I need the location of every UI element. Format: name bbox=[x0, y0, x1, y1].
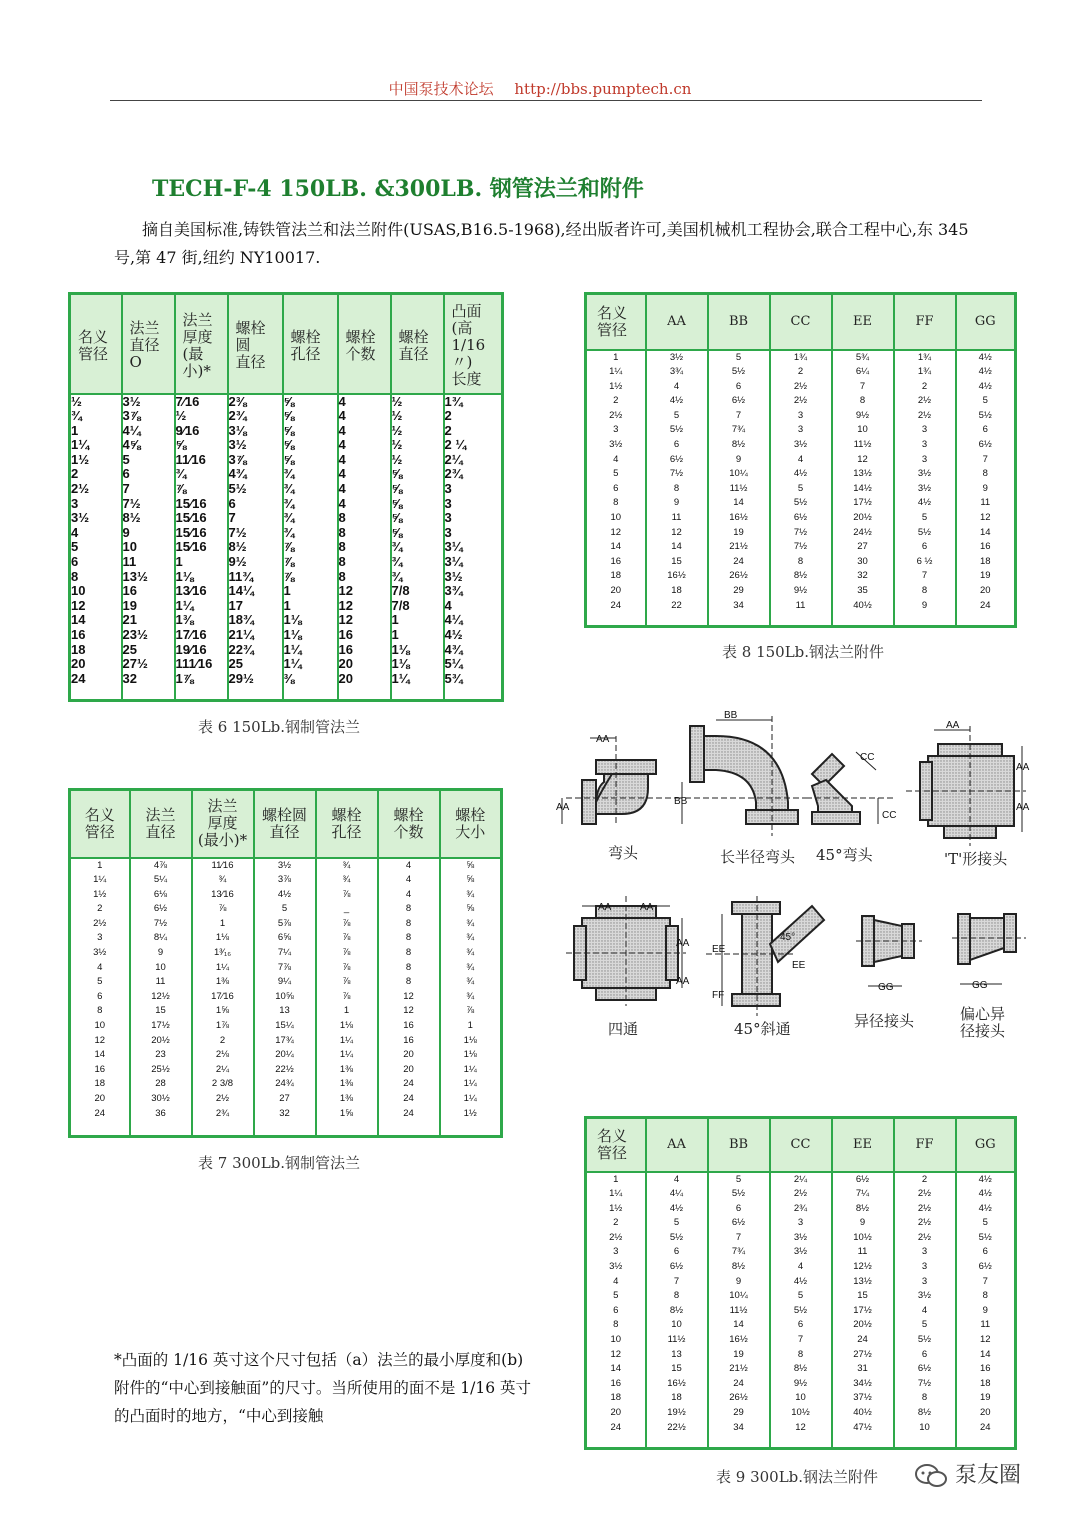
column-values: 1¾ 2 2 2 ¼ 2¼ 2¾ 3 3 3 3 3¼ 3¼ 3½ 3¾ 4 4¼ 4½ 4¾ 5¼ 5¾ bbox=[444, 394, 503, 701]
column-values: 4½ 4½ 4½ 5 5½ 6 6½ 7 8 9 11 12 14 16 18 19 20 24 bbox=[956, 1172, 1016, 1449]
column-values: 2 2½ 2½ 2½ 2½ 3 3 3 3½ 4 5 5½ 6 6½ 7½ 8 8½ 10 bbox=[894, 1172, 956, 1449]
column-values: ¾ ¾ ⅞ _ ⅞ ⅞ ⅞ ⅞ ⅞ ⅞ 1 1⅛ 1¼ 1¼ 1⅜ 1⅜ 1⅜ 1⅝ bbox=[316, 858, 378, 1137]
label-lateral-45: 45°斜通 bbox=[734, 1020, 791, 1038]
dim-ee-lateral-branch: EE bbox=[792, 960, 806, 971]
column-values: 4 4 4 4 4 4 4 4 8 8 8 8 8 12 12 12 16 16 20 20 bbox=[338, 394, 391, 701]
eccentric-reducer-drawing bbox=[958, 914, 1016, 964]
table-7-300lb-flanges bbox=[68, 788, 503, 1138]
label-tee: 'T'形接头 bbox=[944, 850, 1008, 868]
column-header: 法兰 直径 O bbox=[122, 294, 175, 394]
table-9-300lb-fittings bbox=[584, 1116, 1017, 1450]
column-values: 4 4 4 8 8 8 8 8 8 12 12 16 16 20 20 24 24 24 bbox=[378, 858, 440, 1137]
column-values: 3½ 3¾ 4 4½ 5 5½ 6 6½ 7½ 8 9 11 12 14 15 16½ 18 22 bbox=[646, 350, 708, 627]
column-header: 螺栓圆 直径 bbox=[228, 294, 283, 394]
label-reducer: 异径接头 bbox=[854, 1012, 915, 1030]
label-45-elbow: 45°弯头 bbox=[816, 846, 873, 864]
column-values: ⅝ ⅝ ⅝ ⅝ ⅝ ¾ ¾ ¾ ¾ ¾ ⅞ ⅞ ⅞ 1 1 1⅛ 1⅛ 1¼ 1¼ ⅜ bbox=[283, 394, 338, 701]
dim-gg-eccentric: GG bbox=[972, 980, 988, 991]
watermark-badge bbox=[914, 1458, 1021, 1489]
column-values: 1¾ 2 2½ 2½ 3 3 3½ 4 4½ 5 5½ 6½ 7½ 7½ 8 8½ 9½ 11 bbox=[770, 350, 832, 627]
column-header: 法兰 厚度 (最小)* bbox=[175, 294, 228, 394]
dim-aa-tee-upper: AA bbox=[1016, 762, 1030, 773]
page-title: TECH-F-4 150LB. &300LB. 钢管法兰和附件 bbox=[152, 176, 644, 202]
column-header: FF bbox=[894, 294, 956, 350]
dim-cc-45-elbow: CC bbox=[860, 752, 875, 763]
column-header: CC bbox=[770, 294, 832, 350]
column-values: 3½ 3⅞ 4¼ 4⅝ 5 6 7 7½ 8½ 9 10 11 13½ 16 19 21 23½ 25 27½ 32 bbox=[122, 394, 175, 701]
dim-ff-lateral: FF bbox=[712, 990, 725, 1001]
column-header: 螺栓 直径 bbox=[391, 294, 444, 394]
elbow-drawing bbox=[582, 760, 656, 824]
column-values: 4 4¼ 4½ 5 5½ 6 6½ 7 8 8½ 10 11½ 13 15 16½ 18 19½ 22½ bbox=[646, 1172, 708, 1449]
column-values: ½ ½ ½ ½ ½ ⅝ ⅝ ⅝ ⅝ ⅝ ¾ ¾ ¾ 7/8 7/8 1 1 1⅛ 1⅛ 1¼ bbox=[391, 394, 444, 701]
column-values: 2¼ 2½ 2¾ 3 3½ 3½ 4 4½ 5 5½ 6 7 8 8½ 9½ 10 10½ 12 bbox=[770, 1172, 832, 1449]
column-header: EE bbox=[832, 294, 894, 350]
dim-bb-long-elbow-vertical: BB bbox=[674, 796, 688, 807]
column-header: 法兰 厚度 (最小)* bbox=[192, 790, 254, 858]
column-header: 凸面(高 1/16〃) 长度 bbox=[444, 294, 503, 394]
column-values: 6½ 7¼ 8½ 9 10½ 11 12½ 13½ 15 17½ 20½ 24 27½ 31 34½ 37½ 40½ 47½ bbox=[832, 1172, 894, 1449]
column-header: GG bbox=[956, 1118, 1016, 1172]
column-header: GG bbox=[956, 294, 1016, 350]
column-values: 5 5½ 6 6½ 7 7¾ 8½ 9 10¼ 11½ 14 16½ 19 21½ 24 26½ 29 34 bbox=[708, 1172, 770, 1449]
dim-45-angle: 45° bbox=[780, 932, 796, 943]
long-radius-elbow-drawing bbox=[690, 726, 798, 824]
dim-cc-45-elbow-vertical: CC bbox=[882, 810, 897, 821]
column-values: 5¾ 6¼ 7 8 9½ 10 11½ 12 13½ 14½ 17½ 20½ 24½ 27 30 32 35 40½ bbox=[832, 350, 894, 627]
column-header: 螺栓 个数 bbox=[338, 294, 391, 394]
column-header: 名义 管径 bbox=[70, 790, 130, 858]
dim-aa-tee: AA bbox=[946, 720, 960, 731]
dim-gg-reducer: GG bbox=[878, 982, 894, 993]
column-header: AA bbox=[646, 294, 708, 350]
dim-aa-cross-right: AA bbox=[640, 902, 654, 913]
column-values: 2⅜ 2¾ 3⅛ 3½ 3⅞ 4¾ 5½ 6 7 7½ 8½ 9½ 11¾ 14¼ 17 18¾ 21¼ 22¾ 25 29½ bbox=[228, 394, 283, 701]
column-values: ⅝ ⅝ ¾ ⅝ ¾ ¾ ¾ ¾ ¾ ¾ ⅞ 1 1⅛ 1⅛ 1¼ 1¼ 1¼ 1½ bbox=[440, 858, 502, 1137]
dim-aa-cross-upper: AA bbox=[676, 938, 690, 949]
fittings-diagram bbox=[556, 706, 1036, 1056]
elbow-45-drawing bbox=[812, 754, 860, 824]
fittings-drawings bbox=[556, 706, 1036, 1056]
column-header: 螺栓 个数 bbox=[378, 790, 440, 858]
column-values: 7⁄16 ½ 9⁄16 ⅝ 11⁄16 ¾ ⅞ 15⁄16 15⁄16 15⁄16 15⁄16 1 1⅛ 13⁄16 1¼ 1⅜ 17⁄16 19⁄16 111⁄16 1⅞ bbox=[175, 394, 228, 701]
column-header: 螺栓 孔径 bbox=[283, 294, 338, 394]
dim-aa-elbow-vertical: AA bbox=[556, 802, 570, 813]
forum-name: 中国泵技术论坛 bbox=[388, 80, 494, 98]
table-8-150lb-fittings bbox=[584, 292, 1017, 628]
header-rule bbox=[110, 100, 982, 101]
intro-paragraph: 摘自美国标准,铸铁管法兰和法兰附件(USAS,B16.5-1968),经出版者许可,美国机械机工程协会,联合工程中心,东 345 号,第 47 街,纽约 NY10017. bbox=[114, 220, 969, 267]
watermark-text: 泵友圈 bbox=[955, 1463, 1022, 1488]
column-values: 1 1¼ 1½ 2 2½ 3 3½ 4 5 6 8 10 12 14 16 18 20 24 bbox=[586, 1172, 646, 1449]
column-values: 5 5½ 6 6½ 7 7¾ 8½ 9 10¼ 11½ 14 16½ 19 21½ 24 26½ 29 34 bbox=[708, 350, 770, 627]
dim-bb-long-elbow: BB bbox=[724, 710, 738, 721]
column-header: 螺栓圆 直径 bbox=[254, 790, 316, 858]
column-values: 4½ 4½ 4½ 5 5½ 6 6½ 7 8 9 11 12 14 16 18 19 20 24 bbox=[956, 350, 1016, 627]
column-values: 11⁄16 ¾ 13⁄16 ⅞ 1 1⅛ 1³⁄₁₆ 1¼ 1⅜ 17⁄16 1⅝ 1⅞ 2 2⅛ 2¼ 2 3/8 2½ 2¾ bbox=[192, 858, 254, 1137]
column-values: 3½ 3⅞ 4½ 5 5⅞ 6⅝ 7¼ 7⅞ 9¼ 10⅝ 13 15¼ 17¾ 20¼ 22½ 24¾ 27 32 bbox=[254, 858, 316, 1137]
column-header: 螺栓 大小 bbox=[440, 790, 502, 858]
dim-aa-cross-left: AA bbox=[598, 902, 612, 913]
column-header: FF bbox=[894, 1118, 956, 1172]
page-header bbox=[0, 78, 1080, 99]
column-header: CC bbox=[770, 1118, 832, 1172]
column-header: AA bbox=[646, 1118, 708, 1172]
table-6-caption: 表 6 150Lb.钢制管法兰 bbox=[198, 718, 361, 736]
column-header: 名义 管径 bbox=[70, 294, 122, 394]
column-header: EE bbox=[832, 1118, 894, 1172]
column-values: 1¾ 1¾ 2 2½ 2½ 3 3 3 3½ 3½ 4½ 5 5½ 6 6 ½ 7 8 9 bbox=[894, 350, 956, 627]
column-values: 1 1¼ 1½ 2 2½ 3 3½ 4 5 6 8 10 12 14 16 18 20 24 bbox=[586, 350, 646, 627]
table-7-caption: 表 7 300Lb.钢制管法兰 bbox=[198, 1154, 361, 1172]
table-9-caption: 表 9 300Lb.钢法兰附件 bbox=[716, 1468, 879, 1486]
dim-aa-cross-lower: AA bbox=[676, 976, 690, 987]
column-header: BB bbox=[708, 294, 770, 350]
label-cross: 四通 bbox=[608, 1020, 639, 1038]
column-header: 名义 管径 bbox=[586, 294, 646, 350]
column-values: 4⅞ 5¼ 6⅛ 6½ 7½ 8¼ 9 10 11 12½ 15 17½ 20½ 23 25½ 28 30½ 36 bbox=[130, 858, 192, 1137]
column-values: ½ ¾ 1 1¼ 1½ 2 2½ 3 3½ 4 5 6 8 10 12 14 16 18 20 24 bbox=[70, 394, 122, 701]
column-header: BB bbox=[708, 1118, 770, 1172]
footnote: *凸面的 1/16 英寸这个尺寸包括（a）法兰的最小厚度和(b)附件的“中心到接触面”的尺寸。当所使用的面不是 1/16 英寸的凸面时的地方，“中心到接触 bbox=[114, 1351, 532, 1425]
chat-bubble-icon bbox=[914, 1463, 948, 1489]
dim-aa-tee-lower: AA bbox=[1016, 802, 1030, 813]
table-8-caption: 表 8 150Lb.钢法兰附件 bbox=[722, 643, 885, 661]
column-header: 名义 管径 bbox=[586, 1118, 646, 1172]
forum-url[interactable]: http://bbs.pumptech.cn bbox=[514, 80, 692, 98]
label-eccentric-reducer: 偏心异 径接头 bbox=[960, 1005, 1006, 1040]
dim-aa-elbow: AA bbox=[596, 734, 610, 745]
table-6-150lb-flanges bbox=[68, 292, 504, 702]
label-long-radius-elbow: 长半径弯头 bbox=[720, 848, 796, 866]
column-header: 螺栓 孔径 bbox=[316, 790, 378, 858]
dim-ee-lateral: EE bbox=[712, 944, 726, 955]
column-header: 法兰 直径 bbox=[130, 790, 192, 858]
label-elbow: 弯头 bbox=[608, 844, 639, 862]
column-values: 1 1¼ 1½ 2 2½ 3 3½ 4 5 6 8 10 12 14 16 18 20 24 bbox=[70, 858, 130, 1137]
